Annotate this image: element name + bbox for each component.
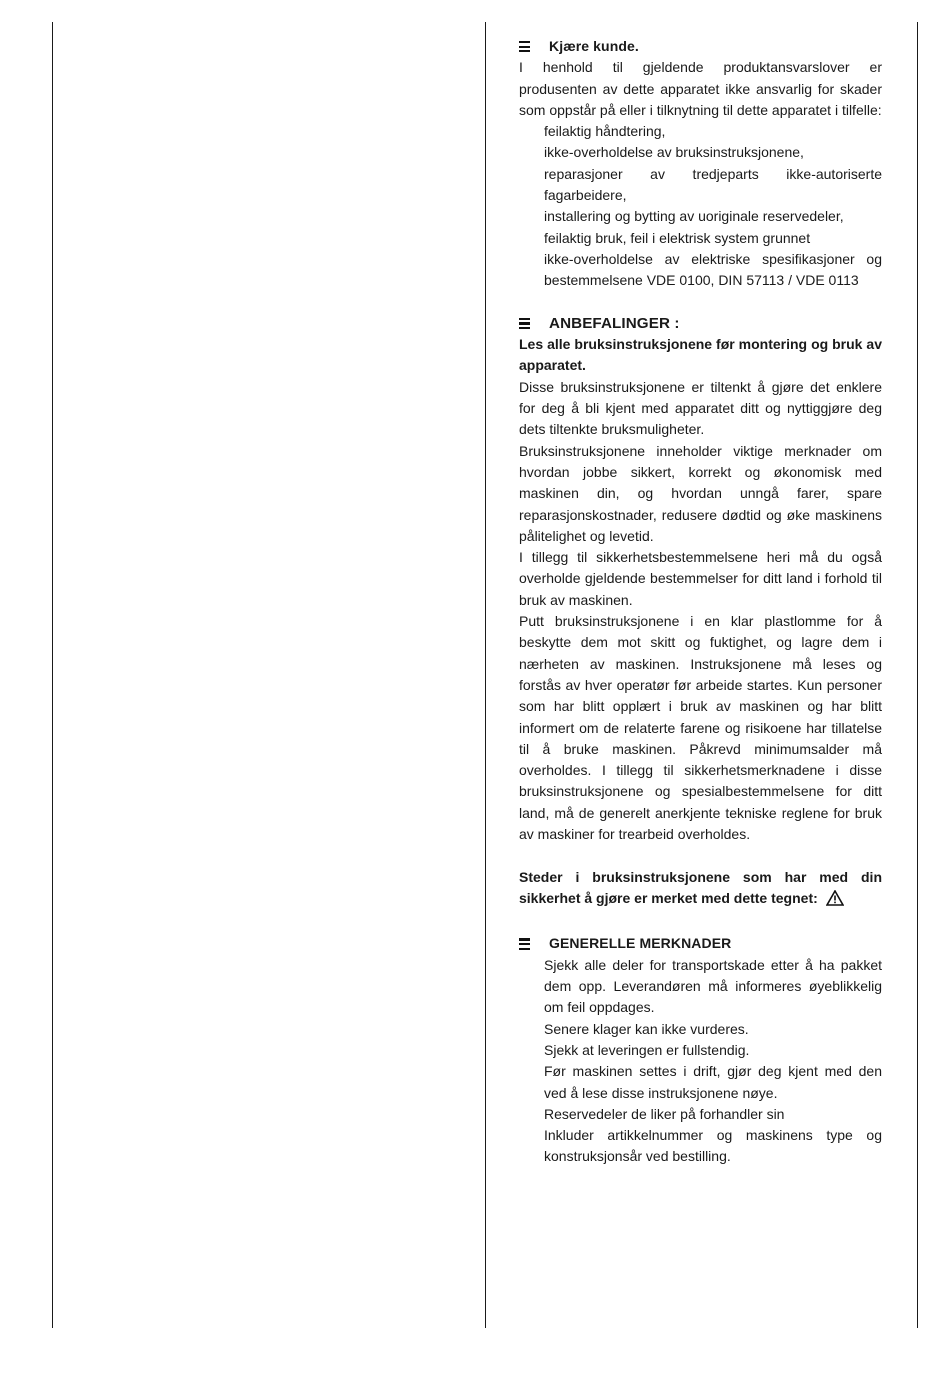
liability-intro: I henhold til gjeldende produktansvarslover er produsenten av dette apparatet ikke ansvarlig for skader som oppstår på eller i tilknytning til dette apparatet i tilfelle: xyxy=(519,59,882,118)
list-bars-icon xyxy=(519,39,530,55)
list-item: ikke-overholdelse av elektriske spesifikasjoner og bestemmelsene VDE 0100, DIN 57113 / VDE 0113 xyxy=(544,250,882,289)
list-item: installering og bytting av uoriginale reservedeler, xyxy=(544,208,844,225)
read-instructions-notice: Les alle bruksinstruksjonene før montering og bruk av apparatet. xyxy=(519,336,882,374)
right-margin-rule xyxy=(917,22,918,1328)
paragraph: I tillegg til sikkerhetsbestemmelsene heri må du også overholde gjeldende bestemmelser for ditt land i forhold til bruk av maskinen. xyxy=(519,549,882,608)
list-item: ikke-overholdelse av bruksinstruksjonene, xyxy=(544,144,804,161)
list-item: Sjekk at leveringen er fullstendig. xyxy=(544,1041,750,1058)
list-bars-icon xyxy=(519,315,530,331)
list-item: Inkluder artikkelnummer og maskinens type og konstruksjonsår ved bestilling. xyxy=(544,1127,882,1165)
list-bars-icon xyxy=(519,936,530,952)
warning-triangle-icon xyxy=(826,890,844,912)
list-item: Reservedeler de liker på forhandler sin xyxy=(544,1105,785,1122)
section-heading-text: Kjære kunde. xyxy=(549,38,639,54)
liability-list xyxy=(519,121,882,291)
safety-symbol-notice xyxy=(519,867,882,913)
left-margin-rule xyxy=(52,22,53,1328)
section-heading-text: ANBEFALINGER : xyxy=(549,314,680,332)
safety-symbol-text: Steder i bruksinstruksjonene som har med din sikkerhet å gjøre er merket med dette tegnet: xyxy=(519,868,882,906)
list-item: reparasjoner av tredjeparts ikke-autoriserte fagarbeidere, xyxy=(544,165,882,204)
section-heading-kjaere-kunde xyxy=(519,36,882,57)
text-column xyxy=(519,36,882,1168)
paragraph: Putt bruksinstruksjonene i en klar plastlomme for å beskytte dem mot skitt og fuktighet, og lagre dem i nærheten av maskinen. Instruksjonene må leses og forstås av hver operatør før arbeide startes. Kun personer som har blitt opplært i bruk av maskinen og har blitt informert om de relaterte farene og risikoene har tillatelse til å bruke maskinen. Påkrevd minimumsalder må overholdes. I tillegg til sikkerhetsmerknadene i disse bruksinstruksjonene og spesialbestemmelsene for ditt land, må de generelt anerkjente tekniske reglene for bruk av maskiner for trearbeid overholdes. xyxy=(519,613,882,842)
list-item: feilaktig håndtering, xyxy=(544,123,666,140)
list-item: Før maskinen settes i drift, gjør deg kjent med den ved å lese disse instruksjonene nøye. xyxy=(544,1063,882,1101)
general-notes-list xyxy=(519,955,882,1168)
list-item: feilaktig bruk, feil i elektrisk system grunnet xyxy=(544,229,811,246)
list-item: Senere klager kan ikke vurderes. xyxy=(544,1020,749,1037)
center-column-rule xyxy=(485,22,486,1328)
list-item: Sjekk alle deler for transportskade etter å ha pakket dem opp. Leverandøren må informeres øyeblikkelig om feil oppdages. xyxy=(544,956,882,1016)
section-heading-text: GENERELLE MERKNADER xyxy=(549,935,732,952)
paragraph: Bruksinstruksjonene inneholder viktige merknader om hvordan jobbe sikkert, korrekt og økonomisk med maskinen din, og hvordan unngå farer, spare reparasjonskostnader, redusere dødtid og øke maskinens pålitelighet og levetid. xyxy=(519,442,882,544)
paragraph: Disse bruksinstruksjonene er tiltenkt å gjøre det enklere for deg å bli kjent med apparatet ditt og nyttiggjøre deg dets tiltenkte bruksmuligheter. xyxy=(519,378,882,438)
section-heading-generelle-merknader xyxy=(519,933,882,954)
section-heading-anbefalinger xyxy=(519,313,882,334)
